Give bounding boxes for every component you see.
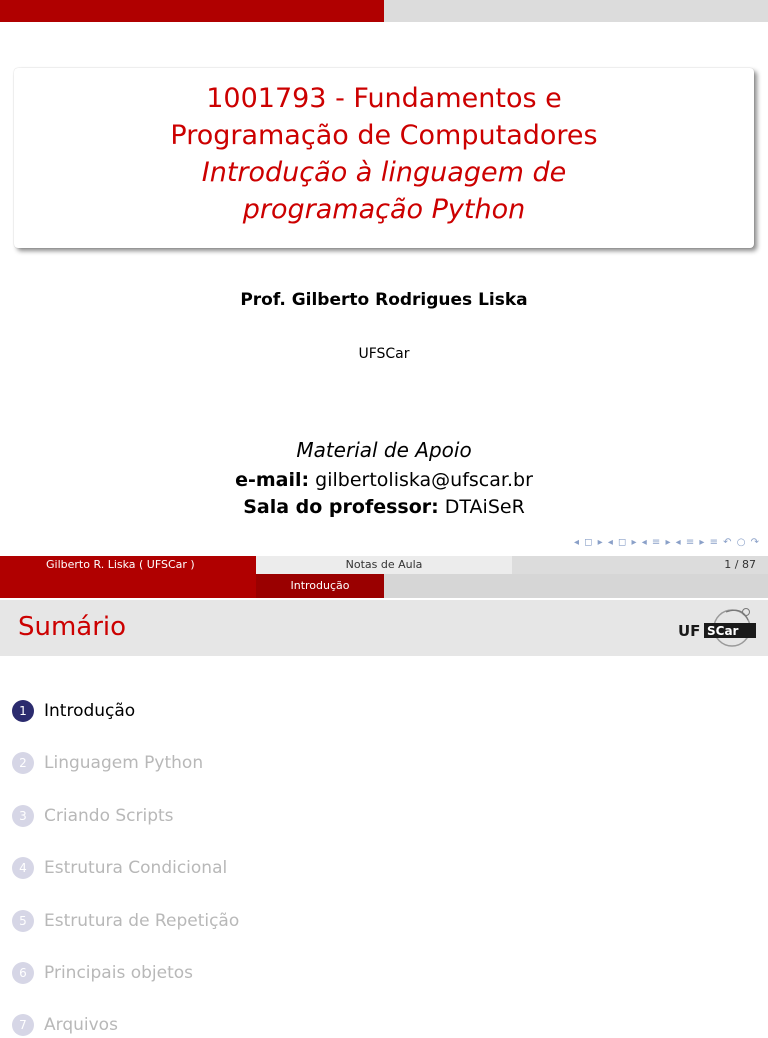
footer-author-box bbox=[0, 556, 256, 574]
institute: UFSCar bbox=[358, 346, 410, 362]
course-title-line1: 1001793 - Fundamentos e bbox=[206, 83, 562, 114]
email-line bbox=[0, 469, 768, 491]
toc-number-badge: 5 bbox=[12, 910, 34, 932]
toc-item-criando-scripts[interactable] bbox=[12, 805, 174, 829]
footer-author: Gilberto R. Liska ( UFSCar ) bbox=[46, 558, 195, 571]
toc-item-label: Principais objetos bbox=[44, 963, 193, 983]
toc-item-label: Estrutura Condicional bbox=[44, 858, 228, 878]
top-header-red-segment bbox=[0, 0, 384, 22]
toc-item-label: Estrutura de Repetição bbox=[44, 911, 240, 931]
room-label: Sala do professor: bbox=[243, 496, 439, 518]
toc-number-badge: 6 bbox=[12, 962, 34, 984]
email-value: gilbertoliska@ufscar.br bbox=[315, 469, 533, 491]
title-box bbox=[14, 68, 754, 248]
beamer-navigation-icons[interactable]: ◂ ◻ ▸ ◂ ◻ ▸ ◂ ≡ ▸ ◂ ≡ ▸ ≡ ↶ ○ ↷ bbox=[573, 537, 760, 548]
room-line bbox=[0, 496, 768, 518]
top-header-grey-segment bbox=[384, 0, 768, 22]
subtitle-line1: Introdução à linguagem de bbox=[201, 157, 567, 188]
footer-title: Notas de Aula bbox=[345, 558, 423, 571]
toc-item-label: Criando Scripts bbox=[44, 806, 174, 826]
toc-number-badge: 7 bbox=[12, 1014, 34, 1036]
toc-item-principais-objetos[interactable] bbox=[12, 962, 193, 986]
toc-item-label: Linguagem Python bbox=[44, 753, 204, 773]
frame-title: Sumário bbox=[18, 612, 127, 642]
section-bar-right bbox=[384, 574, 768, 598]
email-label: e-mail: bbox=[235, 469, 310, 491]
toc-number-badge: 3 bbox=[12, 805, 34, 827]
toc-item-arquivos[interactable] bbox=[12, 1014, 118, 1038]
slide-footer bbox=[0, 556, 768, 574]
toc-item-introducao[interactable] bbox=[12, 700, 135, 724]
toc-number-badge: 2 bbox=[12, 752, 34, 774]
subtitle-line2: programação Python bbox=[242, 194, 526, 225]
top-header-bar bbox=[0, 0, 768, 22]
toc-number-badge: 4 bbox=[12, 857, 34, 879]
footer-page-box bbox=[512, 556, 768, 574]
section-bar bbox=[0, 574, 768, 598]
svg-text:UF: UF bbox=[678, 622, 701, 640]
toc-number-badge: 1 bbox=[12, 700, 34, 722]
section-label[interactable]: Introdução bbox=[256, 574, 384, 598]
author-name: Prof. Gilberto Rodrigues Liska bbox=[240, 290, 528, 310]
footer-title-box bbox=[256, 556, 512, 574]
footer-page-number: 1 / 87 bbox=[724, 558, 756, 571]
toc-item-label: Arquivos bbox=[44, 1015, 118, 1035]
ufscar-logo-icon bbox=[676, 606, 758, 652]
toc-item-estrutura-condicional[interactable] bbox=[12, 857, 227, 881]
room-value: DTAiSeR bbox=[444, 496, 525, 518]
toc-item-linguagem-python[interactable] bbox=[12, 752, 203, 776]
toc-item-estrutura-repeticao[interactable] bbox=[12, 910, 239, 934]
frame-title-bar bbox=[0, 600, 768, 656]
material-label: Material de Apoio bbox=[296, 438, 472, 462]
toc-item-label: Introdução bbox=[44, 701, 136, 721]
svg-text:SCar: SCar bbox=[707, 624, 739, 638]
course-title-line2: Programação de Computadores bbox=[170, 120, 598, 151]
